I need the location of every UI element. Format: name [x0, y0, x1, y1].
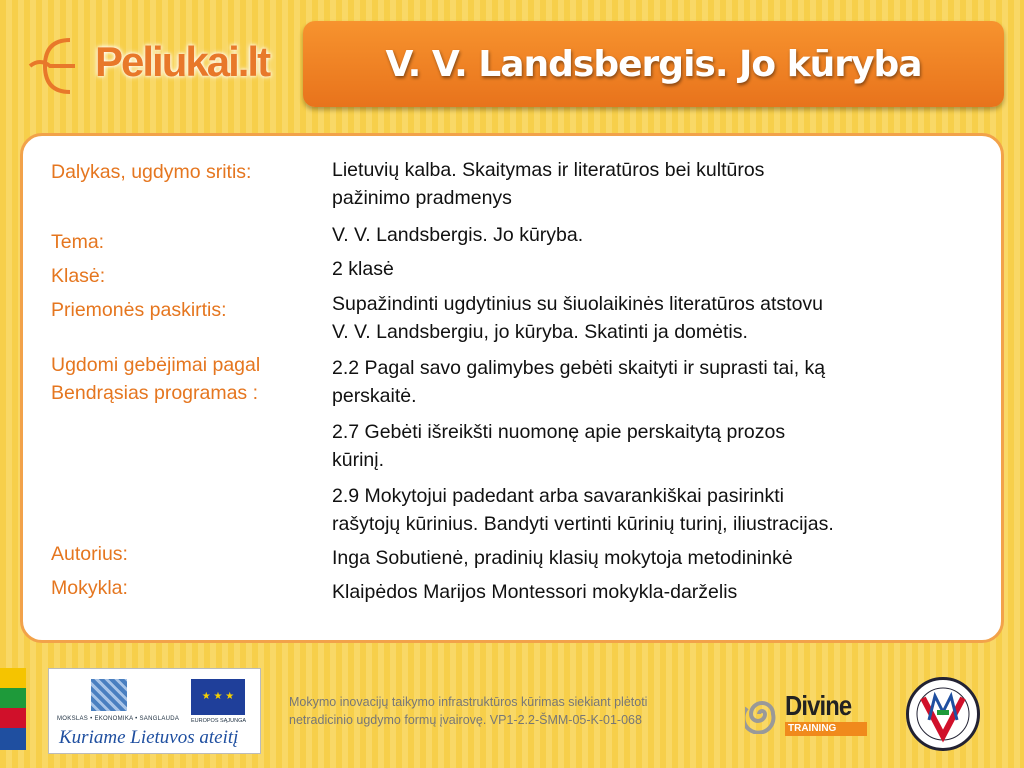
peliukai-logo	[25, 28, 280, 100]
label-skills-2: Bendrąsias programas :	[51, 382, 259, 404]
flag-yellow	[0, 668, 26, 688]
page-title: V. V. Landsbergis. Jo kūryba	[385, 43, 922, 85]
value-topic: V. V. Landsbergis. Jo kūryba.	[332, 224, 584, 246]
value-purpose-2: V. V. Landsbergiu, jo kūryba. Skatinti ja domėtis.	[332, 321, 748, 343]
school-emblem	[906, 677, 980, 751]
value-grade: 2 klasė	[332, 258, 394, 280]
flag-red	[0, 708, 26, 728]
training-text: TRAINING	[785, 722, 867, 736]
label-grade: Klasė:	[51, 265, 106, 287]
title-banner	[303, 21, 1004, 107]
label-purpose: Priemonės paskirtis:	[51, 299, 227, 321]
project-text-line-2: netradicinio ugdymo formų įvairovę. VP1-2.2-ŠMM-05-K-01-068	[289, 713, 642, 727]
value-skill-2a: 2.7 Gebėti išreikšti nuomonę apie perskaitytą prozos	[332, 421, 786, 443]
project-text	[289, 693, 647, 729]
flag-blue	[0, 728, 26, 750]
emblem-icon	[909, 680, 977, 748]
value-school: Klaipėdos Marijos Montessori mokykla-darželis	[332, 581, 738, 603]
logo-text: Peliukai.lt	[95, 38, 270, 85]
slogan: Kuriame Lietuvos ateitį	[59, 727, 239, 748]
mouse-icon	[25, 28, 105, 100]
ministry-text: MOKSLAS • EKONOMIKA • SANGLAUDA	[57, 716, 180, 722]
value-author: Inga Sobutienė, pradinių klasių mokytoja metodininkė	[332, 547, 793, 569]
project-text-line-1: Mokymo inovacijų taikymo infrastruktūros kūrimas siekiant plėtoti	[289, 695, 648, 709]
value-skill-1b: perskaitė.	[332, 385, 417, 407]
label-school: Mokykla:	[51, 577, 128, 599]
lithuania-map-icon	[91, 679, 127, 711]
divine-text: Divine	[785, 690, 852, 721]
label-author: Autorius:	[51, 543, 128, 565]
value-skill-2b: kūrinį.	[332, 449, 385, 471]
flag-green	[0, 688, 26, 708]
value-skill-1a: 2.2 Pagal savo galimybes gebėti skaityti ir suprasti tai, ką	[332, 357, 826, 379]
spiral-icon	[745, 694, 779, 734]
eu-funding-logo	[48, 668, 261, 754]
eu-text: EUROPOS SĄJUNGA	[191, 718, 247, 724]
divine-training-logo	[745, 690, 870, 738]
value-subject-2: pažinimo pradmenys	[332, 187, 512, 209]
eu-flag-icon: ★ ★ ★	[191, 679, 245, 715]
value-purpose-1: Supažindinti ugdytinius su šiuolaikinės literatūros atstovu	[332, 293, 824, 315]
label-subject: Dalykas, ugdymo sritis:	[51, 161, 252, 183]
value-skill-3a: 2.9 Mokytojui padedant arba savarankiškai pasirinkti	[332, 485, 784, 507]
value-subject-1: Lietuvių kalba. Skaitymas ir literatūros bei kultūros	[332, 159, 765, 181]
label-skills-1: Ugdomi gebėjimai pagal	[51, 354, 261, 376]
value-skill-3b: rašytojų kūrinius. Bandyti vertinti kūrinių turinį, iliustracijas.	[332, 513, 834, 535]
label-topic: Tema:	[51, 231, 105, 253]
